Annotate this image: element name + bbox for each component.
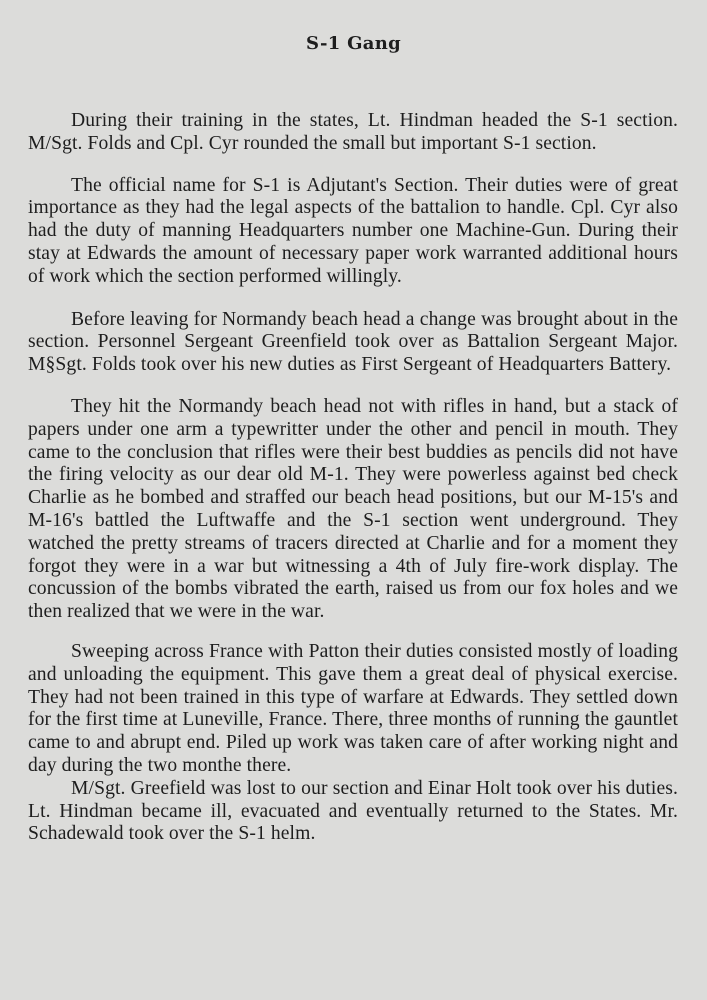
paragraph-sweeping-france: Sweeping across France with Patton their duties consisted mostly of loading and unloading the equipment. This gave them a great deal of physical exercise. They had not been trained in this type of warfare at Edwards. They settled down for the first time at Luneville, France. There, three months of running the gauntlet came to and abrupt end. Piled up work was taken care of after working night and day during the two monthe there. [28, 640, 678, 776]
paragraph-before-normandy: Before leaving for Normandy beach head a change was brought about in the section. Personnel Sergeant Greenfield took over as Battalion Sergeant Major. M§Sgt. Folds took over his new duties as First Sergeant of Headquarters Battery. [28, 308, 678, 376]
paragraph-adjutant-section: The official name for S-1 is Adjutant's Section. Their duties were of great importance as they had the legal aspects of the battalion to handle. Cpl. Cyr also had the duty of manning Headquarters number one Machine-Gun. During their stay at Edwards the amount of necessary paper work warranted additional hours of work which the section performed willingly. [28, 174, 678, 287]
paragraph-section-changes: M/Sgt. Greefield was lost to our section and Einar Holt took over his duties. Lt. Hindman became ill, evacuated and eventually returned to the States. Mr. Schadewald took over the S-1 helm. [28, 777, 678, 845]
paragraph-normandy-beach-head: They hit the Normandy beach head not with rifles in hand, but a stack of papers under one arm a typewritter under the other and pencil in mouth. They came to the conclusion that rifles were their best buddies as pencils did not have the firing velocity as our dear old M-1. They were powerless against bed check Charlie as he bombed and straffed our beach head positions, but our M-15's and M-16's battled the Luftwaffe and the S-1 section went underground. They watched the pretty streams of tracers directed at Charlie and for a moment they forgot they were in a war but witnessing a 4th of July fire-work display. The concussion of the bombs vibrated the earth, raised us from our fox holes and we then realized that we were in the war. [28, 395, 678, 623]
paragraph-training: During their training in the states, Lt. Hindman headed the S-1 section. M/Sgt. Folds and Cpl. Cyr rounded the small but important S-1 section. [28, 110, 678, 154]
page-title: S-1 Gang [305, 33, 402, 54]
article-body [28, 110, 678, 846]
